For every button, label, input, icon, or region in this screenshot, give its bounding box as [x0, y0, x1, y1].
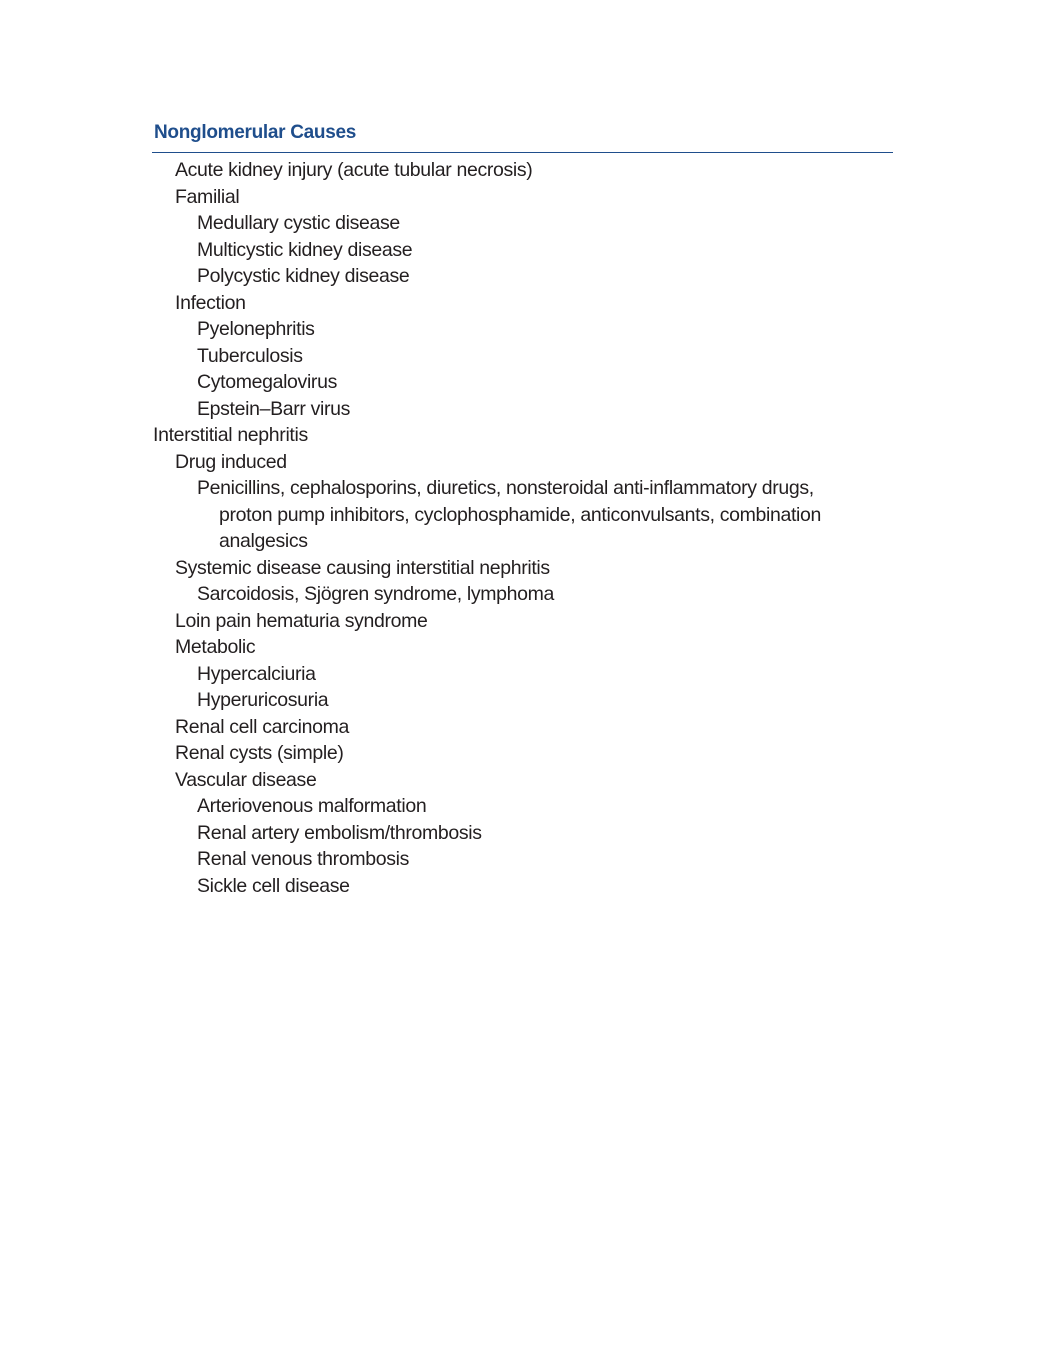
- list-item: Arteriovenous malformation: [197, 795, 427, 817]
- list-item: Renal cell carcinoma: [175, 715, 349, 738]
- list-item: Penicillins, cephalosporins, diuretics, nonsteroidal anti-inflammatory drugs, proton pump inhibitors, cyclophosphamide, anticonvulsants, combination analgesics: [197, 477, 822, 552]
- list-item: Epstein–Barr virus: [197, 397, 351, 420]
- list-item: Vascular disease: [175, 768, 317, 791]
- causes-list: [153, 157, 893, 899]
- list-item: Loin pain hematuria syndrome: [175, 609, 428, 632]
- list-item: Drug induced: [175, 450, 287, 473]
- list-item: Interstitial nephritis: [153, 424, 308, 446]
- list-item: Cytomegalovirus: [197, 371, 337, 393]
- list-item: Renal artery embolism/thrombosis: [197, 821, 482, 844]
- list-item: Sickle cell disease: [197, 874, 350, 897]
- list-item: Tuberculosis: [197, 344, 303, 367]
- section-divider: [152, 152, 893, 153]
- list-item: Renal venous thrombosis: [197, 848, 409, 870]
- list-item: Hypercalciuria: [197, 662, 316, 685]
- list-item: Sarcoidosis, Sjögren syndrome, lymphoma: [197, 583, 555, 605]
- list-item: Acute kidney injury (acute tubular necrosis): [175, 159, 533, 181]
- list-item: Renal cysts (simple): [175, 742, 344, 764]
- list-item: Hyperuricosuria: [197, 689, 329, 711]
- list-item: Pyelonephritis: [197, 318, 315, 340]
- list-item: Multicystic kidney disease: [197, 238, 413, 261]
- list-item: Polycystic kidney disease: [197, 265, 410, 287]
- list-item: Infection: [175, 291, 246, 314]
- list-item: Systemic disease causing interstitial nephritis: [175, 556, 550, 579]
- section-title: Nonglomerular Causes: [154, 122, 356, 143]
- list-item: Familial: [175, 185, 240, 208]
- list-item: Medullary cystic disease: [197, 212, 400, 234]
- list-item: Metabolic: [175, 636, 256, 658]
- document-page: [153, 118, 893, 899]
